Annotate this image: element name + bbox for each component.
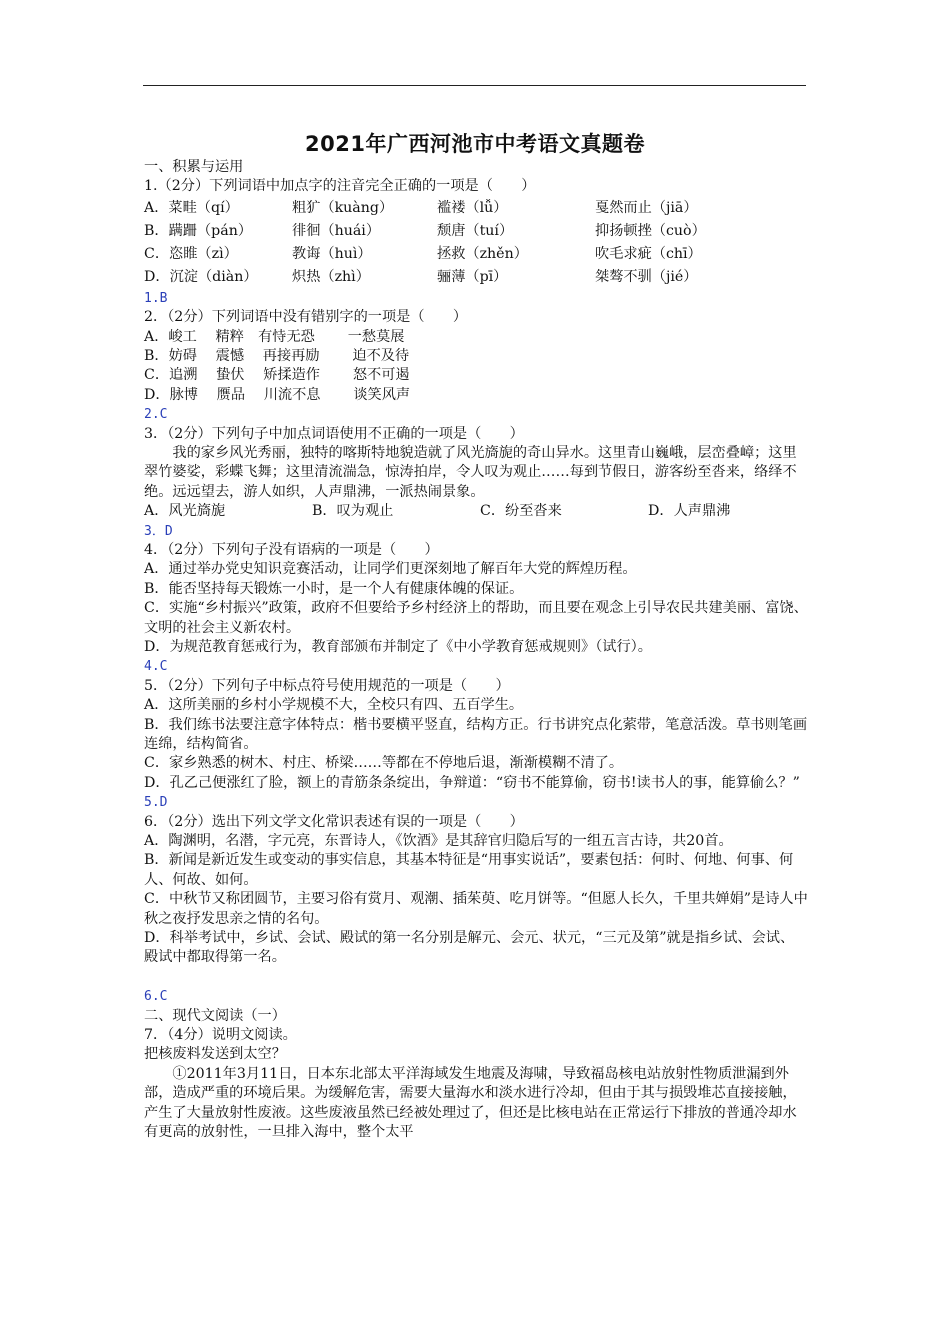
answer: 4.C — [144, 659, 168, 675]
passage: 我的家乡风光秀丽，独特的喀斯特地貌造就了风光旖旎的奇山异水。这里青山巍峨，层峦叠嶂；这里翠竹婆娑，彩蝶飞舞；这里清流湍急，惊涛拍岸，令人叹为观止……每到节假日，游客纷至沓来，络绎不绝。远远望去，游人如织，人声鼎沸，一派热闹景象。 — [144, 444, 797, 500]
answer: 1.B — [144, 290, 168, 306]
option: D．人声鼎沸 — [648, 503, 731, 520]
header-rule — [143, 85, 806, 86]
option: 颓唐（tuí） — [437, 222, 514, 239]
option-row — [144, 502, 808, 521]
option: D．沉淀（diàn） — [144, 268, 258, 285]
option: B．新闻是新近发生或变动的事实信息，其基本特征是“用事实说话”，要素包括：何时、何地、何事、何人、何故、如何。 — [144, 852, 794, 888]
answer: 3．D — [144, 523, 173, 539]
option-row — [144, 197, 808, 220]
option-row — [144, 243, 808, 266]
spacer — [144, 968, 808, 987]
answer: 6.C — [144, 989, 168, 1005]
section-heading: 二、现代文阅读（一） — [144, 1007, 286, 1024]
section-heading: 一、积累与运用 — [144, 159, 244, 175]
option: A．菜畦（qí） — [144, 199, 239, 216]
option: C．恣睢（zì） — [144, 245, 238, 262]
question-stem: 7．（4分）说明文阅读。 — [144, 1026, 297, 1043]
option: C．实施“乡村振兴”政策，政府不但要给予乡村经济上的帮助，而且要在观念上引导农民共建美丽、富饶、文明的社会主义新农村。 — [144, 600, 808, 636]
option: D．孔乙己便涨红了脸，额上的青筋条条绽出，争辩道：“窃书不能算偷，窃书!读书人的事，能算偷么？” — [144, 774, 800, 791]
option: 教诲（huì） — [292, 245, 372, 262]
option: A．峻工 精粹 有恃无恐 一愁莫展 — [144, 328, 405, 345]
option-row — [144, 220, 808, 243]
option-row — [144, 266, 808, 289]
question-stem: 3．（2分）下列句子中加点词语使用不正确的一项是（ ） — [144, 425, 524, 442]
option: A．风光旖旎 — [144, 503, 226, 520]
option: B．能否坚持每天锻炼一小时，是一个人有健康体魄的保证。 — [144, 580, 524, 597]
article-title: 把核废料发送到太空？ — [144, 1046, 286, 1063]
option: 褴褛（lǚ） — [437, 199, 508, 216]
option: D．科举考试中，乡试、会试、殿试的第一名分别是解元、会元、状元，“三元及第”就是指乡试、会试、殿试中都取得第一名。 — [144, 929, 795, 966]
answer: 5.D — [144, 795, 168, 811]
option: 吹毛求疵（chī） — [595, 245, 702, 262]
option: A．这所美丽的乡村小学规模不大，全校只有四、五百学生。 — [144, 697, 524, 714]
option: 炽热（zhì） — [292, 268, 370, 285]
question-stem: 4．（2分）下列句子没有语病的一项是（ ） — [144, 541, 439, 558]
page-title: 2021年广西河池市中考语文真题卷 — [305, 132, 645, 156]
question-stem: 5．（2分）下列句子中标点符号使用规范的一项是（ ） — [144, 677, 510, 694]
option: 徘徊（huái） — [292, 222, 381, 239]
option: D．脉博 赝品 川流不息 谈笑风声 — [144, 386, 411, 403]
document-body — [144, 158, 808, 1142]
option: C．追溯 蛰伏 矫揉造作 怒不可遏 — [144, 367, 410, 384]
option: B．叹为观止 — [312, 503, 394, 520]
article-paragraph: ①2011年3月11日，日本东北部太平洋海域发生地震及海啸，导致福岛核电站放射性物质泄漏到外部，造成严重的环境后果。为缓解危害，需要大量海水和淡水进行冷却，但由于其与损毁堆芯直接接触，产生了大量放射性废液。这些废液虽然已经被处理过了，但还是比核电站在正常运行下排放的普通冷却水有更高的放射性，一旦排入海中，整个太平 — [144, 1065, 797, 1140]
option: 骊薄（pī） — [437, 268, 508, 285]
question-stem: 2．（2分）下列词语中没有错别字的一项是（ ） — [144, 309, 468, 326]
option: C．中秋节又称团圆节，主要习俗有赏月、观潮、插茱萸、吃月饼等。“但愿人长久，千里共婵娟”是诗人中秋之夜抒发思亲之情的名句。 — [144, 891, 808, 927]
option: 桀骜不驯（jié） — [595, 268, 698, 285]
option: B．蹒跚（pán） — [144, 222, 253, 239]
option: A．通过举办党史知识竞赛活动，让同学们更深刻地了解百年大党的辉煌历程。 — [144, 561, 637, 578]
option: B．妨碍 震憾 再接再励 迫不及待 — [144, 347, 410, 364]
option: D．为规范教育惩戒行为，教育部颁布并制定了《中小学教育惩戒规则》（试行）。 — [144, 638, 652, 655]
option: 抑扬顿挫（cuò） — [595, 222, 706, 239]
answer: 2.C — [144, 407, 168, 423]
option: A．陶渊明，名潜，字元亮，东晋诗人，《饮酒》是其辞官归隐后写的一组五言古诗，共20首。 — [144, 832, 733, 849]
option: C．纷至沓来 — [480, 503, 562, 520]
option: 拯救（zhěn） — [437, 245, 528, 262]
option: 戛然而止（jiā） — [595, 199, 698, 216]
option: 粗犷（kuàng） — [292, 199, 394, 216]
option: C．家乡熟悉的树木、村庄、桥梁……等都在不停地后退，渐渐模糊不清了。 — [144, 755, 624, 772]
question-stem: 1.（2分）下列词语中加点字的注音完全正确的一项是（ ） — [144, 178, 536, 195]
option: B．我们练书法要注意字体特点：楷书要横平竖直，结构方正。行书讲究点化萦带，笔意活泼。草书则笔画连绵，结构简省。 — [144, 716, 808, 752]
question-stem: 6．（2分）选出下列文学文化常识表述有误的一项是（ ） — [144, 813, 524, 830]
